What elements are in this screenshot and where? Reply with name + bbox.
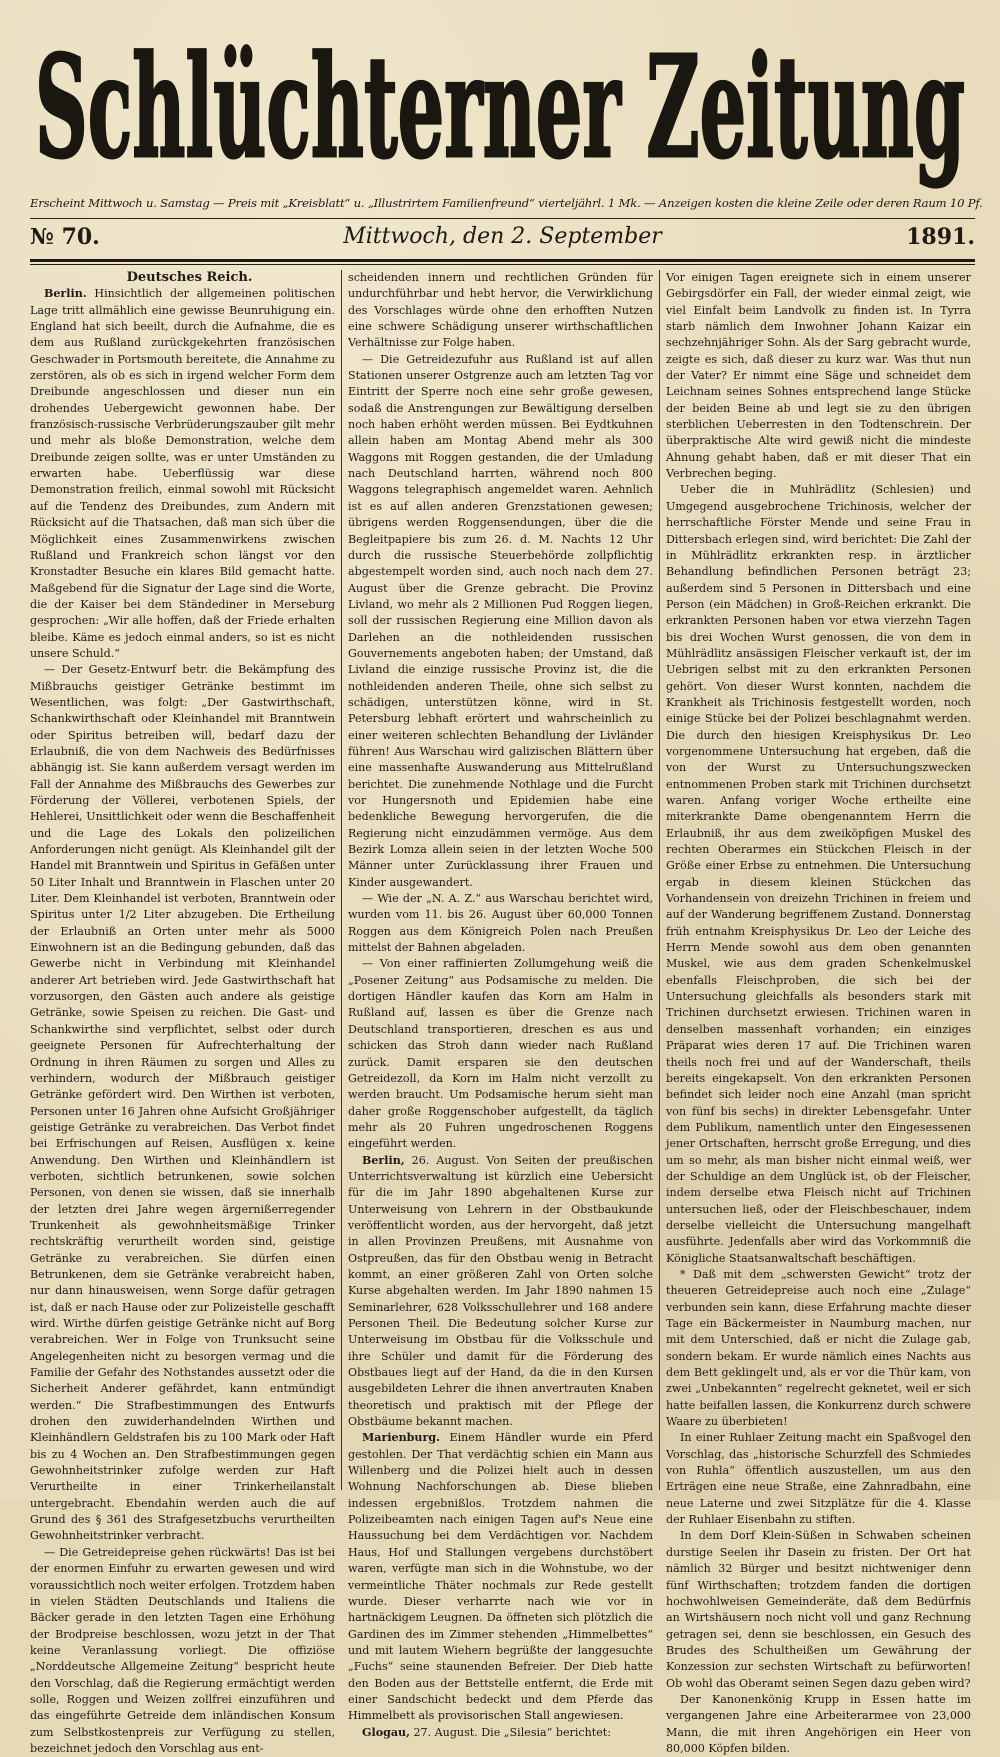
paragraph-text: Einem Händler wurde ein Pferd gestohlen. Der That verdächtig schien ein Mann aus Willenberg und die Polizei hielt auch in dessen Wohnung Nachforschungen ab. Diese blieben indessen ergebnißlos. Trotzdem nahmen die Polizeibeamten nach einigen Tagen auf's Neue eine Haussuchung bei dem Verdächtigen vor. Nachdem Haus, Hof und Stallungen vergebens durchstöbert waren, verfügte man sich in die Wohnstube, wo der vermeintliche Thäter nochmals zur Rede gestellt wurde. Dieser verharrte nach wie vor in hartnäckigem Leugnen. Da öffneten sich plötzlich die Gardinen des im Zimmer stehenden „Himmelbettes“ und mit lautem Wiehern begrüßte der langgesuchte „Fuchs“ seine staunenden Befreier. Der Dieb hatte den Boden aus der Bettstelle entfernt, die Erde mit einer Sandschicht bedeckt und dem Pferde das Himmelbett als provisorischen Stall angewiesen. — [348, 1431, 653, 1723]
article-paragraph — [348, 891, 653, 956]
paragraph-text: — Von einer raffinierten Zollumgehung weiß die „Posener Zeitung“ aus Podsamische zu melden. Die dortigen Händler kaufen das Korn am Halm in Rußland auf, lassen es über die Grenze nach Deutschland transportieren, dreschen es aus und schicken das Stroh dann wieder nach Rußland zurück. Damit ersparen sie den deutschen Getreidezoll, da Korn im Halm nicht verzollt zu werden braucht. Um Podsamische herum sieht man daher große Roggenschober aufgestellt, da täglich mehr als 20 Fuhren ungedroschenen Roggens eingeführt werden. — [348, 957, 653, 1151]
column-1 — [30, 270, 335, 1755]
paragraph-text: — Der Gesetz-Entwurf betr. die Bekämpfung des Mißbrauchs geistiger Getränke bestimmt im Wesentlichen, was folgt: „Der Gastwirthschaft, Schankwirthschaft oder Kleinhandel mit Branntwein oder Spiritus betreiben will, bedarf dazu der Erlaubniß, die von dem Nachweis des Bedürfnisses abhängig ist. Sie kann außerdem versagt werden im Fall der Annahme des Mißbrauchs des Gewerbes zur Förderung der Völlerei, verbotenen Spiels, der Hehlerei, Unsittlichkeit oder wenn die Beschaffenheit und die Lage des Lokals den polizeilichen Anforderungen nicht genügt. Als Kleinhandel gilt der Handel mit Branntwein und Spiritus in Gefäßen unter 50 Liter Inhalt und Branntwein in Flaschen unter 20 Liter. Dem Kleinhandel ist verboten, Branntwein oder Spiritus unter 1/2 Liter abzugeben. Die Ertheilung der Erlaubniß an Orten unter mehr als 5000 Einwohnern ist an die Bedingung gebunden, daß das Gewerbe nicht in Verbindung mit Kleinhandel anderer Art betrieben wird. Jede Gastwirthschaft hat vorzusorgen, den Gästen auch andere als geistige Getränke, sowie Speisen zu reichen. Die Gast- und Schankwirthe sind verpflichtet, selbst oder durch geeignete Personen für Aufrechterhaltung der Ordnung in ihren Räumen zu sorgen und Alles zu verhindern, wodurch der Mißbrauch geistiger Getränke gefördert wird. Den Wirthen ist verboten, Personen unter 16 Jahren ohne Aufsicht Großjähriger geistige Getränke zu verabreichen. Das Verbot findet bei Erfrischungen auf Reisen, Ausflügen x. keine Anwendung. Den Wirthen und Kleinhändlern ist verboten, sichtlich betrunkenen, sowie solchen Personen, von denen sie wissen, daß sie innerhalb der letzten drei Jahre wegen ärgernißerregender Trunkenheit als gewohnheitsmäßige Trinker rechtskräftig verurtheilt worden sind, geistige Getränke zu verabreichen. Sie dürfen einen Betrunkenen, dem sie Getränke verabreicht haben, nur dann hinausweisen, wenn Sorge dafür getragen ist, daß er nach Hause oder zur Polizeistelle geschafft wird. Wirthe dürfen geistige Getränke nicht auf Borg verabreichen. Wer in Folge von Trunksucht seine Angelegenheiten nicht zu besorgen vermag und die Familie der Gefahr des Nothstandes aussetzt oder die Sicherheit Anderer gefährdet, kann entmündigt werden.“ Die Strafbestimmungen des Entwurfs drohen den zuwiderhandelnden Wirthen und Kleinhändlern Geldstrafen bis zu 100 Mark oder Haft bis zu 4 Wochen an. Den Strafbestimmungen gegen Gewohnheitstrinker zufolge werden zur Haft Verurtheilte in einer Trinkerheilanstalt untergebracht. Ebendahin werden auch die auf Grund des § 361 des Strafgesetzbuchs verurtheilten Gewohnheitstrinker verbracht. — [30, 663, 335, 1543]
article-paragraph — [666, 1267, 971, 1430]
rule-thin-under — [30, 264, 975, 265]
issue-number: № 70. — [30, 224, 100, 250]
column-2 — [348, 270, 653, 1739]
article-paragraph — [348, 1153, 653, 1431]
column-divider — [341, 270, 342, 1490]
paragraph-text: — Die Getreidepreise gehen rückwärts! Das ist bei der enormen Einfuhr zu erwarten gewesen und wird voraussichtlich noch weiter erfolgen. Trotzdem haben in vielen Städten Deutschlands und Italiens die Bäcker gerade in den letzten Tagen eine Erhöhung der Brodpreise beschlossen, wozu jetzt in der That keine Veranlassung vorliegt. Die offiziöse „Norddeutsche Allgemeine Zeitung“ bespricht heute den Vorschlag, daß die Regierung ermächtigt werden solle, Roggen und Weizen zollfrei einzuführen und das eingeführte Getreide dem inländischen Konsum zum Selbstkostenpreis zur Verfügung zu stellen, bezeichnet jedoch den Vorschlag aus ent- — [30, 1545, 335, 1755]
issue-date: Mittwoch, den 2. September — [343, 224, 662, 249]
masthead — [20, 6, 980, 196]
article-paragraph — [348, 352, 653, 891]
paragraph-lead: Berlin, — [362, 1153, 405, 1167]
paragraph-text: 26. August. Von Seiten der preußischen Unterrichtsverwaltung ist kürzlich eine Uebersicht für die im Jahr 1890 abgehaltenen Kurse zur Unterweisung von Lehrern in der Obstbaukunde veröffentlicht worden, aus der hervorgeht, daß jetzt in allen Provinzen Preußens, mit Ausnahme von Ostpreußen, das für den Obstbau wenig in Betracht kommt, an einer größeren Zahl von Orten solche Kurse abgehalten werden. Im Jahr 1890 nahmen 15 Seminarlehrer, 628 Volksschullehrer und 168 andere Personen Theil. Die Bedeutung solcher Kurse zur Unterweisung im Obstbau für die Volksschule und ihre Schüler und damit für die Förderung des Obstbaues liegt auf der Hand, da die in den Kursen ausgebildeten Lehrer die ihnen anvertrauten Knaben theoretisch und praktisch mit der Pflege der Obstbäume bekannt machen. — [348, 1153, 653, 1429]
article-paragraph — [666, 1430, 971, 1528]
article-paragraph — [30, 1545, 335, 1757]
paragraph-text: — Die Getreidezufuhr aus Rußland ist auf allen Stationen unserer Ostgrenze auch am letzten Tag vor Eintritt der Sperre noch eine sehr große gewesen, sodaß die Anstrengungen zur Bewältigung derselben noch haben erhöht werden müssen. Bei Eydtkuhnen allein haben am Montag Abend mehr als 300 Waggons mit Roggen gestanden, die der Umladung nach Deutschland harrten, während noch 800 Waggons telegraphisch angemeldet waren. Aehnlich ist es auf allen anderen Grenzstationen gewesen; übrigens werden Roggensendungen, über die die Begleitpapiere bis zum 26. d. M. Nachts 12 Uhr durch die russische Steuerbehörde zollpflichtig abgestempelt worden sind, auch noch nach dem 27. August über die Grenze gebracht. Die Provinz Livland, wo mehr als 2 Millionen Pud Roggen liegen, soll der russischen Regierung eine Million davon als Darlehen an die nothleidenden russischen Gouvernements angeboten haben; der Umstand, daß Livland die einzige russische Provinz ist, die die nothleidenden anderen Theile, ohne sich selbst zu schädigen, unterstützen könne, wird in St. Petersburg lebhaft erörtert und wahrscheinlich zu einer weiteren schlechten Behandlung der Livländer führen! Aus Warschau wird galizischen Blättern über eine massenhafte Auswanderung aus Mittelrußland berichtet. Die zunehmende Nothlage und die Furcht vor Hungersnoth und Epidemien habe eine bedenkliche Bewegung hervorgerufen, die die Regierung nicht einzudämmen vermöge. Aus dem Bezirk Lomza allein seien in der letzten Woche 500 Männer unter Zurücklassung ihrer Frauen und Kinder ausgewandert. — [348, 352, 653, 889]
article-columns — [30, 270, 975, 1755]
column-divider — [659, 270, 660, 1490]
column-1-body — [30, 286, 335, 1757]
paragraph-text: Ueber die in Muhlrädlitz (Schlesien) und Umgegend ausgebrochene Trichinosis, welcher der herrschaftliche Förster Mende und seine Frau in Dittersbach erlegen sind, wird berichtet: Die Zahl der in Mühlrädlitz erkrankten resp. in ärztlicher Behandlung befindlichen Personen beträgt 23; außerdem sind 5 Personen in Dittersbach und eine Person (ein Mädchen) in Groß-Reichen erkrankt. Die erkrankten Personen haben vor etwa vierzehn Tagen bis drei Wochen Wurst genossen, die von dem in Mühlrädlitz ansässigen Fleischer verkauft ist, der im Uebrigen selbst mit zu den erkrankten Personen gehört. Von dieser Wurst konnten, nachdem die Krankheit als Trichinosis festgestellt worden, noch einige Stücke bei der Polizei beschlagnahmt werden. Die durch den hiesigen Kreisphysikus Dr. Leo vorgenommene Untersuchung hat ergeben, daß die von der Wurst zu Untersuchungszwecken entnommenen Proben stark mit Trichinen durchsetzt waren. Anfang voriger Woche ertheilte eine miterkrankte Dame obengenanntem Herrn die Erlaubniß, ihr aus dem zweiköpfigen Muskel des rechten Oberarmes ein Stückchen Fleisch in der Größe einer Erbse zu entnehmen. Die Untersuchung ergab in diesem kleinen Stückchen das Vorhandensein von dreizehn Trichinen in freiem und auf der Wanderung begriffenem Zustand. Donnerstag früh entnahm Kreisphysikus Dr. Leo der Leiche des Herrn Mende sowohl aus dem oben genannten Muskel, wie aus dem graden Schenkelmuskel ebenfalls Fleischproben, die sich bei der Untersuchung gleichfalls als besonders stark mit Trichinen durchsetzt erwiesen. Trichinen waren in denselben massenhaft vorhanden; ein einziges Präparat wies deren 17 auf. Die Trichinen waren theils noch frei und auf der Wanderschaft, theils bereits eingekapselt. Von den erkrankten Personen befindet sich leider noch eine Anzahl (man spricht von fünf bis sechs) in direkter Lebensgefahr. Unter dem Publikum, namentlich unter den Eingesessenen jener Ortschaften, herrscht große Erregung, und dies um so mehr, als man bisher nicht einmal weiß, wer der Schuldige an dem Unglück ist, ob der Fleischer, indem derselbe etwa Fleisch nicht auf Trichinen untersuchen ließ, oder der Fleischbeschauer, indem derselbe vielleicht die Untersuchung mangelhaft ausführte. Jedenfalls aber wird das Vorkommniß die Königliche Staatsanwaltschaft beschäftigen. — [666, 483, 971, 1265]
paragraph-lead: Marienburg. — [362, 1431, 440, 1445]
article-paragraph — [348, 956, 653, 1152]
paragraph-text: In dem Dorf Klein-Süßen in Schwaben scheinen durstige Seelen ihr Dasein zu fristen. Der Ort hat nämlich 32 Bürger und besitzt nichtweniger denn fünf Wirthschaften; trotzdem fanden die dortigen hochwohlweisen Gemeinderäte, daß dem Bedürfnis an Wirtshäusern noch nicht voll und ganz Rechnung getragen sei, denn sie beschlossen, ein Gesuch des Brudes des Schultheißen um Gewährung der Konzession zur sechsten Wirtschaft zu befürworten! Ob wohl das Oberamt seinen Segen dazu geben wird? — [666, 1529, 971, 1690]
article-paragraph — [348, 1725, 653, 1741]
issue-year: 1891. — [906, 224, 975, 250]
paragraph-text: In einer Ruhlaer Zeitung macht ein Spaßvogel den Vorschlag, das „historische Schurzfell des Schmiedes von Ruhla“ öffentlich auszustellen, um aus den Erträgen eine neue Straße, eine Zahnradbahn, eine neue Laterne und zwei Sitzplätze für die 4. Klasse der Ruhlaer Eisenbahn zu stiften. — [666, 1431, 971, 1527]
article-paragraph — [666, 1692, 971, 1757]
column-3-body — [666, 270, 971, 1757]
article-paragraph — [348, 270, 653, 352]
paragraph-text: scheidenden innern und rechtlichen Gründen für undurchführbar und hebt hervor, die Verwirklichung des Vorschlages würde ohne den erhofften Nutzen eine schwere Schädigung unserer wirthschaftlichen Verhältnisse zur Folge haben. — [348, 271, 653, 350]
paragraph-text: Hinsichtlich der allgemeinen politischen Lage tritt allmählich eine gewisse Beunruhigung ein. England hat sich beeilt, durch die Aufnahme, die es dem aus Rußland zurückgekehrten französischen Geschwader in Portsmouth bereitete, die Annahme zu zerstören, als ob es sich in irgend welcher Form dem Dreibunde angeschlossen und dieser nun ein drohendes Uebergewicht gewonnen habe. Der französisch-russische Verbrüderungszauber gilt mehr und mehr als bloße Demonstration, welche dem Dreibunde zeigen sollte, was er unter Umständen zu erwarten habe. Ueberflüssig war diese Demonstration freilich, einmal sowohl mit Rücksicht auf die Tendenz des Dreibundes, zum Andern mit Rücksicht auf die Thatsachen, daß man sich über die Möglichkeit eines Zusammenwirkens zwischen Rußland und Frankreich schon längst vor den Kronstadter Besuche ein klares Bild gemacht hatte. Maßgebend für die Signatur der Lage sind die Worte, die der Kaiser bei dem Ständediner in Merseburg gesprochen: „Wir alle hoffen, daß der Friede erhalten bleibe. Käme es jedoch einmal anders, so ist es nicht unsere Schuld.“ — [30, 287, 335, 660]
article-paragraph — [666, 270, 971, 482]
rule — [30, 218, 975, 219]
paragraph-text: — Wie der „N. A. Z.“ aus Warschau berichtet wird, wurden vom 11. bis 26. August über 60,000 Tonnen Roggen aus dem Königreich Polen nach Preußen mittelst der Bahnen abgeladen. — [348, 892, 653, 955]
article-paragraph — [30, 662, 335, 1545]
masthead-title-text: Schlüchterner Zeitung — [35, 26, 966, 190]
paragraph-lead: Glogau, — [362, 1725, 410, 1739]
article-paragraph — [666, 482, 971, 1267]
article-paragraph — [666, 1528, 971, 1691]
paragraph-text: * Daß mit dem „schwersten Gewicht“ trotz der theueren Getreidepreise auch noch eine „Zulage“ verbunden sein kann, diese Erfahrung machte dieser Tage ein Bäckermeister in Naumburg machen, nur mit dem Unterschied, daß er nicht die Zulage gab, sondern bekam. Er wurde nämlich eines Nachts aus dem Bett geklingelt und, als er vor die Thür kam, von zwei „Unbekannten“ regelrecht geknetet, weil er sich hatte beifallen lassen, die Konkurrenz durch schwere Waare zu überbieten! — [666, 1267, 971, 1429]
paragraph-text: 27. August. Die „Silesia“ berichtet: — [409, 1725, 611, 1739]
column-2-body — [348, 270, 653, 1741]
article-paragraph — [348, 1430, 653, 1724]
paragraph-text: Vor einigen Tagen ereignete sich in einem unserer Gebirgsdörfer ein Fall, der wieder einmal zeigt, wie viel Einfalt beim Landvolk zu finden ist. In Tyrra starb nämlich dem Inwohner Johann Kaizar ein sechzehnjähriger Sohn. Als der Sarg gebracht wurde, zeigte es sich, daß dieser zu kurz war. Was thut nun der Vater? Er nimmt eine Säge und schneidet dem Leichnam seines Sohnes entsprechend lange Stücke der beiden Beine ab und legt sie zu den übrigen sterblichen Ueberresten in den Todtenschrein. Der überpraktische Alte wird gewiß nicht die mindeste Ahnung gehabt haben, daß er mit dieser That ein Verbrechen beging. — [666, 271, 971, 481]
section-heading: Deutsches Reich. — [126, 270, 253, 285]
paragraph-lead: Berlin. — [44, 287, 87, 301]
column-3 — [666, 270, 971, 1755]
dateline — [30, 222, 975, 254]
rule-thick — [30, 259, 975, 262]
paragraph-text: Der Kanonenkönig Krupp in Essen hatte im vergangenen Jahre eine Arbeiterarmee von 23,000 Mann, die mit ihren Angehörigen ein Heer von 80,000 Köpfen bilden. — [666, 1692, 971, 1755]
publication-info-line: Erscheint Mittwoch u. Samstag — Preis mit „Kreisblatt“ u. „Illustrirtem Familienfreund“ vierteljährl. 1 Mk. — Anzeigen kosten die kleine Zeile oder deren Raum 10 Pf. — [30, 196, 983, 210]
article-paragraph — [30, 286, 335, 662]
masthead-title — [20, 6, 980, 196]
